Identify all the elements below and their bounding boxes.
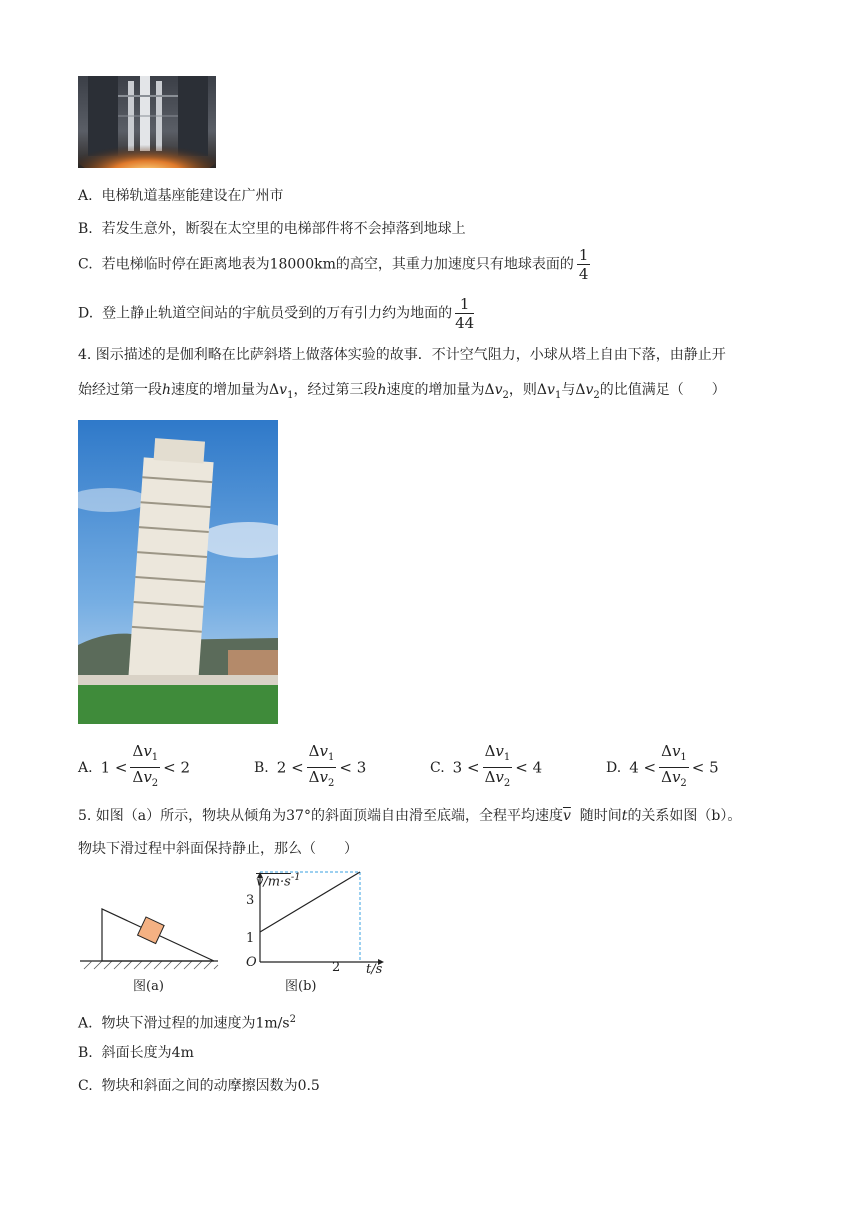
q4-option-c: C. 3 < $\frac{\Delta v_1}{\Delta v_2}$ < 4	[430, 742, 543, 789]
q3-option-b: B. 若发生意外，断裂在太空里的电梯部件将不会掉落到地球上	[78, 221, 466, 237]
y-tick-1: 1	[246, 931, 255, 946]
incline-figure	[80, 895, 220, 970]
graph-y-label: $v/m\cdot s^{-1}$	[256, 872, 301, 890]
q5-option-a: A. 物块下滑过程的加速度为$1m/s^2$	[78, 1014, 296, 1032]
fraction-one-44th: $\frac{1}{44}$	[455, 295, 475, 332]
q5-stem-line2: 物块下滑过程中斜面保持静止，那么（ ）	[78, 841, 358, 857]
q4-stem-line2: 始经过第一段h速度的增加量为$\Delta v_1$，经过第三段h速度的增加量为$\Delta v_2$，则$\Delta v_1$与$\Delta v_2$的比值满足（ ）	[78, 382, 726, 401]
q4-option-a: A. 1 < $\frac{\Delta v_1}{\Delta v_2}$ < 2	[78, 742, 191, 789]
q5-stem-line1: 5. 如图（a）所示，物块从倾角为37°的斜面顶端自由滑至底端，全程平均速度$\overline{v}$ 随时间t的关系如图（b）。	[78, 808, 742, 824]
y-tick-3: 3	[246, 893, 255, 908]
q3-option-d: D. 登上静止轨道空间站的宇航员受到的万有引力约为地面的 $\frac{1}{44}$	[78, 295, 475, 332]
graph-x-label: t/s	[366, 962, 383, 977]
x-tick-2: 2	[332, 960, 341, 975]
q4-option-b: B. 2 < $\frac{\Delta v_1}{\Delta v_2}$ < 3	[254, 742, 367, 789]
pisa-tower-photo	[78, 420, 278, 724]
figure-b-caption: 图(b)	[285, 979, 317, 994]
space-elevator-photo	[78, 76, 216, 168]
q3-option-c: C. 若电梯临时停在距离地表为18000km的高空，其重力加速度只有地球表面的 $\frac{1}{4}$	[78, 246, 589, 283]
q3-option-a: A. 电梯轨道基座能建设在广州市	[78, 188, 284, 204]
q4-stem-line1: 4. 图示描述的是伽利略在比萨斜塔上做落体实验的故事．不计空气阻力，小球从塔上自由下落，由静止开	[78, 347, 726, 363]
fraction-one-quarter: $\frac{1}{4}$	[578, 246, 589, 283]
q4-option-d: D. 4 < $\frac{\Delta v_1}{\Delta v_2}$ < 5	[606, 742, 719, 789]
q5-option-c: C. 物块和斜面之间的动摩擦因数为0.5	[78, 1078, 320, 1094]
graph-origin: O	[246, 955, 257, 970]
q5-option-b: B. 斜面长度为4m	[78, 1045, 194, 1061]
figure-a-caption: 图(a)	[133, 979, 164, 994]
